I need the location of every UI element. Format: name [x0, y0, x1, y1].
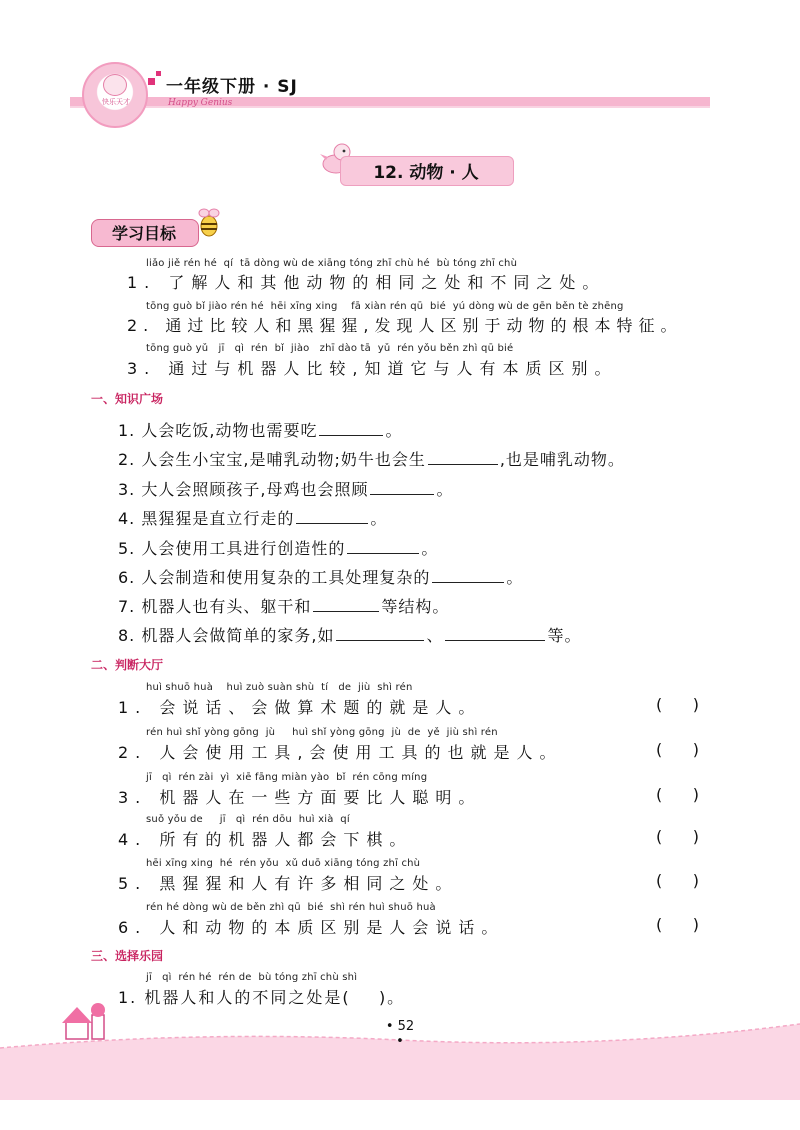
- judge-5-text: 5. 黑猩猩和人有许多相同之处。: [118, 874, 459, 893]
- fill-item-8-text: 8. 机器人会做简单的家务,如: [118, 626, 335, 645]
- fill-item-5: [118, 536, 438, 559]
- fill-blank-8a[interactable]: [336, 626, 424, 641]
- fill-item-2-text: 2. 人会生小宝宝,是哺乳动物;奶牛也会生: [118, 450, 426, 469]
- bee-icon: [196, 205, 222, 239]
- header-band: [70, 97, 710, 106]
- section-2-label: 二、判断大厅: [91, 658, 164, 672]
- judge-5-answer[interactable]: ( ): [656, 871, 699, 890]
- judge-6-pinyin: rén hé dòng wù de běn zhì qū bié shì rén huì shuō huà: [146, 902, 436, 913]
- objective-3-pinyin: tōng guò yǔ jī qì rén bǐ jiào zhī dào tā yǔ rén yǒu běn zhì qū bié: [146, 343, 514, 354]
- choice-1-pinyin: jī qì rén hé rén de bù tóng zhī chù shì: [146, 972, 358, 983]
- fill-item-4-text: 4. 黑猩猩是直立行走的: [118, 509, 295, 528]
- fill-item-3: [118, 477, 453, 500]
- fill-blank-7[interactable]: [313, 597, 379, 612]
- fill-item-8: [118, 623, 581, 646]
- judge-5-pinyin: hēi xīng xing hé rén yǒu xǔ duō xiāng tóng zhī chù: [146, 858, 421, 869]
- bullet-square-small-icon: [156, 71, 161, 76]
- fill-item-6: [118, 565, 523, 588]
- objective-2-pinyin: tōng guò bǐ jiào rén hé hēi xīng xing fā xiàn rén qū bié yú dòng wù de gēn běn tè zhēng: [146, 301, 624, 312]
- fill-item-4: [118, 506, 387, 529]
- rabbit-icon: [103, 74, 127, 96]
- judge-6-text: 6. 人和动物的本质区别是人会说话。: [118, 918, 505, 937]
- judge-2-pinyin: rén huì shǐ yòng gōng jù huì shǐ yòng gōng jù de yě jiù shì rén: [146, 727, 498, 738]
- fill-item-6-end: 。: [506, 568, 524, 587]
- objective-1-pinyin: liǎo jiě rén hé qí tā dòng wù de xiāng tóng zhī chù hé bù tóng zhī chù: [146, 258, 518, 269]
- fill-item-8-sep: 、: [426, 626, 444, 645]
- bullet-square-icon: [148, 78, 155, 85]
- fill-blank-8b[interactable]: [445, 626, 545, 641]
- judge-6-answer[interactable]: ( ): [656, 915, 699, 934]
- judge-2-answer[interactable]: ( ): [656, 740, 699, 759]
- objective-1-text: 1. 了解人和其他动物的相同之处和不同之处。: [127, 273, 606, 292]
- fill-item-1: [118, 418, 402, 441]
- section-3-label: 三、选择乐园: [91, 949, 164, 963]
- fill-item-2-end: ,也是哺乳动物。: [499, 450, 625, 469]
- header-band-thin: [70, 106, 710, 108]
- fill-item-5-end: 。: [421, 539, 439, 558]
- fill-item-5-text: 5. 人会使用工具进行创造性的: [118, 539, 346, 558]
- fill-item-1-text: 1. 人会吃饭,动物也需要吃: [118, 421, 318, 440]
- judge-4-answer[interactable]: ( ): [656, 827, 699, 846]
- judge-4-pinyin: suǒ yǒu de jī qì rén dōu huì xià qí: [146, 814, 350, 825]
- fill-blank-5[interactable]: [347, 539, 419, 554]
- fill-item-8-end: 等。: [547, 626, 582, 645]
- judge-1-answer[interactable]: ( ): [656, 695, 699, 714]
- judge-3-answer[interactable]: ( ): [656, 785, 699, 804]
- objective-2-text: 2. 通过比较人和黑猩猩,发现人区别于动物的根本特征。: [127, 316, 683, 335]
- section-1-label: 一、知识广场: [91, 392, 164, 406]
- judge-2-text: 2. 人会使用工具,会使用工具的也就是人。: [118, 743, 563, 762]
- fill-item-3-text: 3. 大人会照顾孩子,母鸡也会照顾: [118, 480, 369, 499]
- fill-blank-2[interactable]: [428, 450, 498, 465]
- happy-genius-text: Happy Genius: [168, 98, 233, 108]
- book-title: 一年级下册 · SJ: [166, 77, 298, 97]
- objectives-label: 学习目标: [111, 224, 176, 243]
- lesson-title: 12. 动物 · 人: [373, 163, 479, 183]
- judge-4-text: 4. 所有的机器人都会下棋。: [118, 830, 413, 849]
- fill-blank-6[interactable]: [432, 568, 504, 583]
- choice-1-text: 1. 机器人和人的不同之处是( )。: [118, 988, 406, 1007]
- fill-item-3-end: 。: [436, 480, 454, 499]
- fill-item-4-end: 。: [370, 509, 388, 528]
- judge-3-text: 3. 机器人在一些方面要比人聪明。: [118, 788, 482, 807]
- fill-item-2: [118, 447, 625, 470]
- fill-item-7-end: 等结构。: [381, 597, 450, 616]
- fill-item-7-text: 7. 机器人也有头、躯干和: [118, 597, 312, 616]
- house-icon: [58, 995, 108, 1045]
- judge-1-pinyin: huì shuō huà huì zuò suàn shù tí de jiù shì rén: [146, 682, 413, 693]
- judge-1-text: 1. 会说话、会做算术题的就是人。: [118, 698, 482, 717]
- fill-blank-4[interactable]: [296, 509, 368, 524]
- fill-item-1-end: 。: [385, 421, 403, 440]
- judge-3-pinyin: jī qì rén zài yì xiē fāng miàn yào bǐ rén cōng míng: [146, 772, 428, 783]
- page-number: • 52 •: [385, 1019, 415, 1049]
- objective-3-text: 3. 通过与机器人比较,知道它与人有本质区别。: [127, 359, 618, 378]
- fill-item-6-text: 6. 人会制造和使用复杂的工具处理复杂的: [118, 568, 431, 587]
- fill-blank-3[interactable]: [370, 480, 434, 495]
- fill-blank-1[interactable]: [319, 421, 383, 436]
- logo-text: 快乐天才: [102, 98, 130, 106]
- fill-item-7: [118, 594, 449, 617]
- page-number-value: 52: [397, 1019, 415, 1034]
